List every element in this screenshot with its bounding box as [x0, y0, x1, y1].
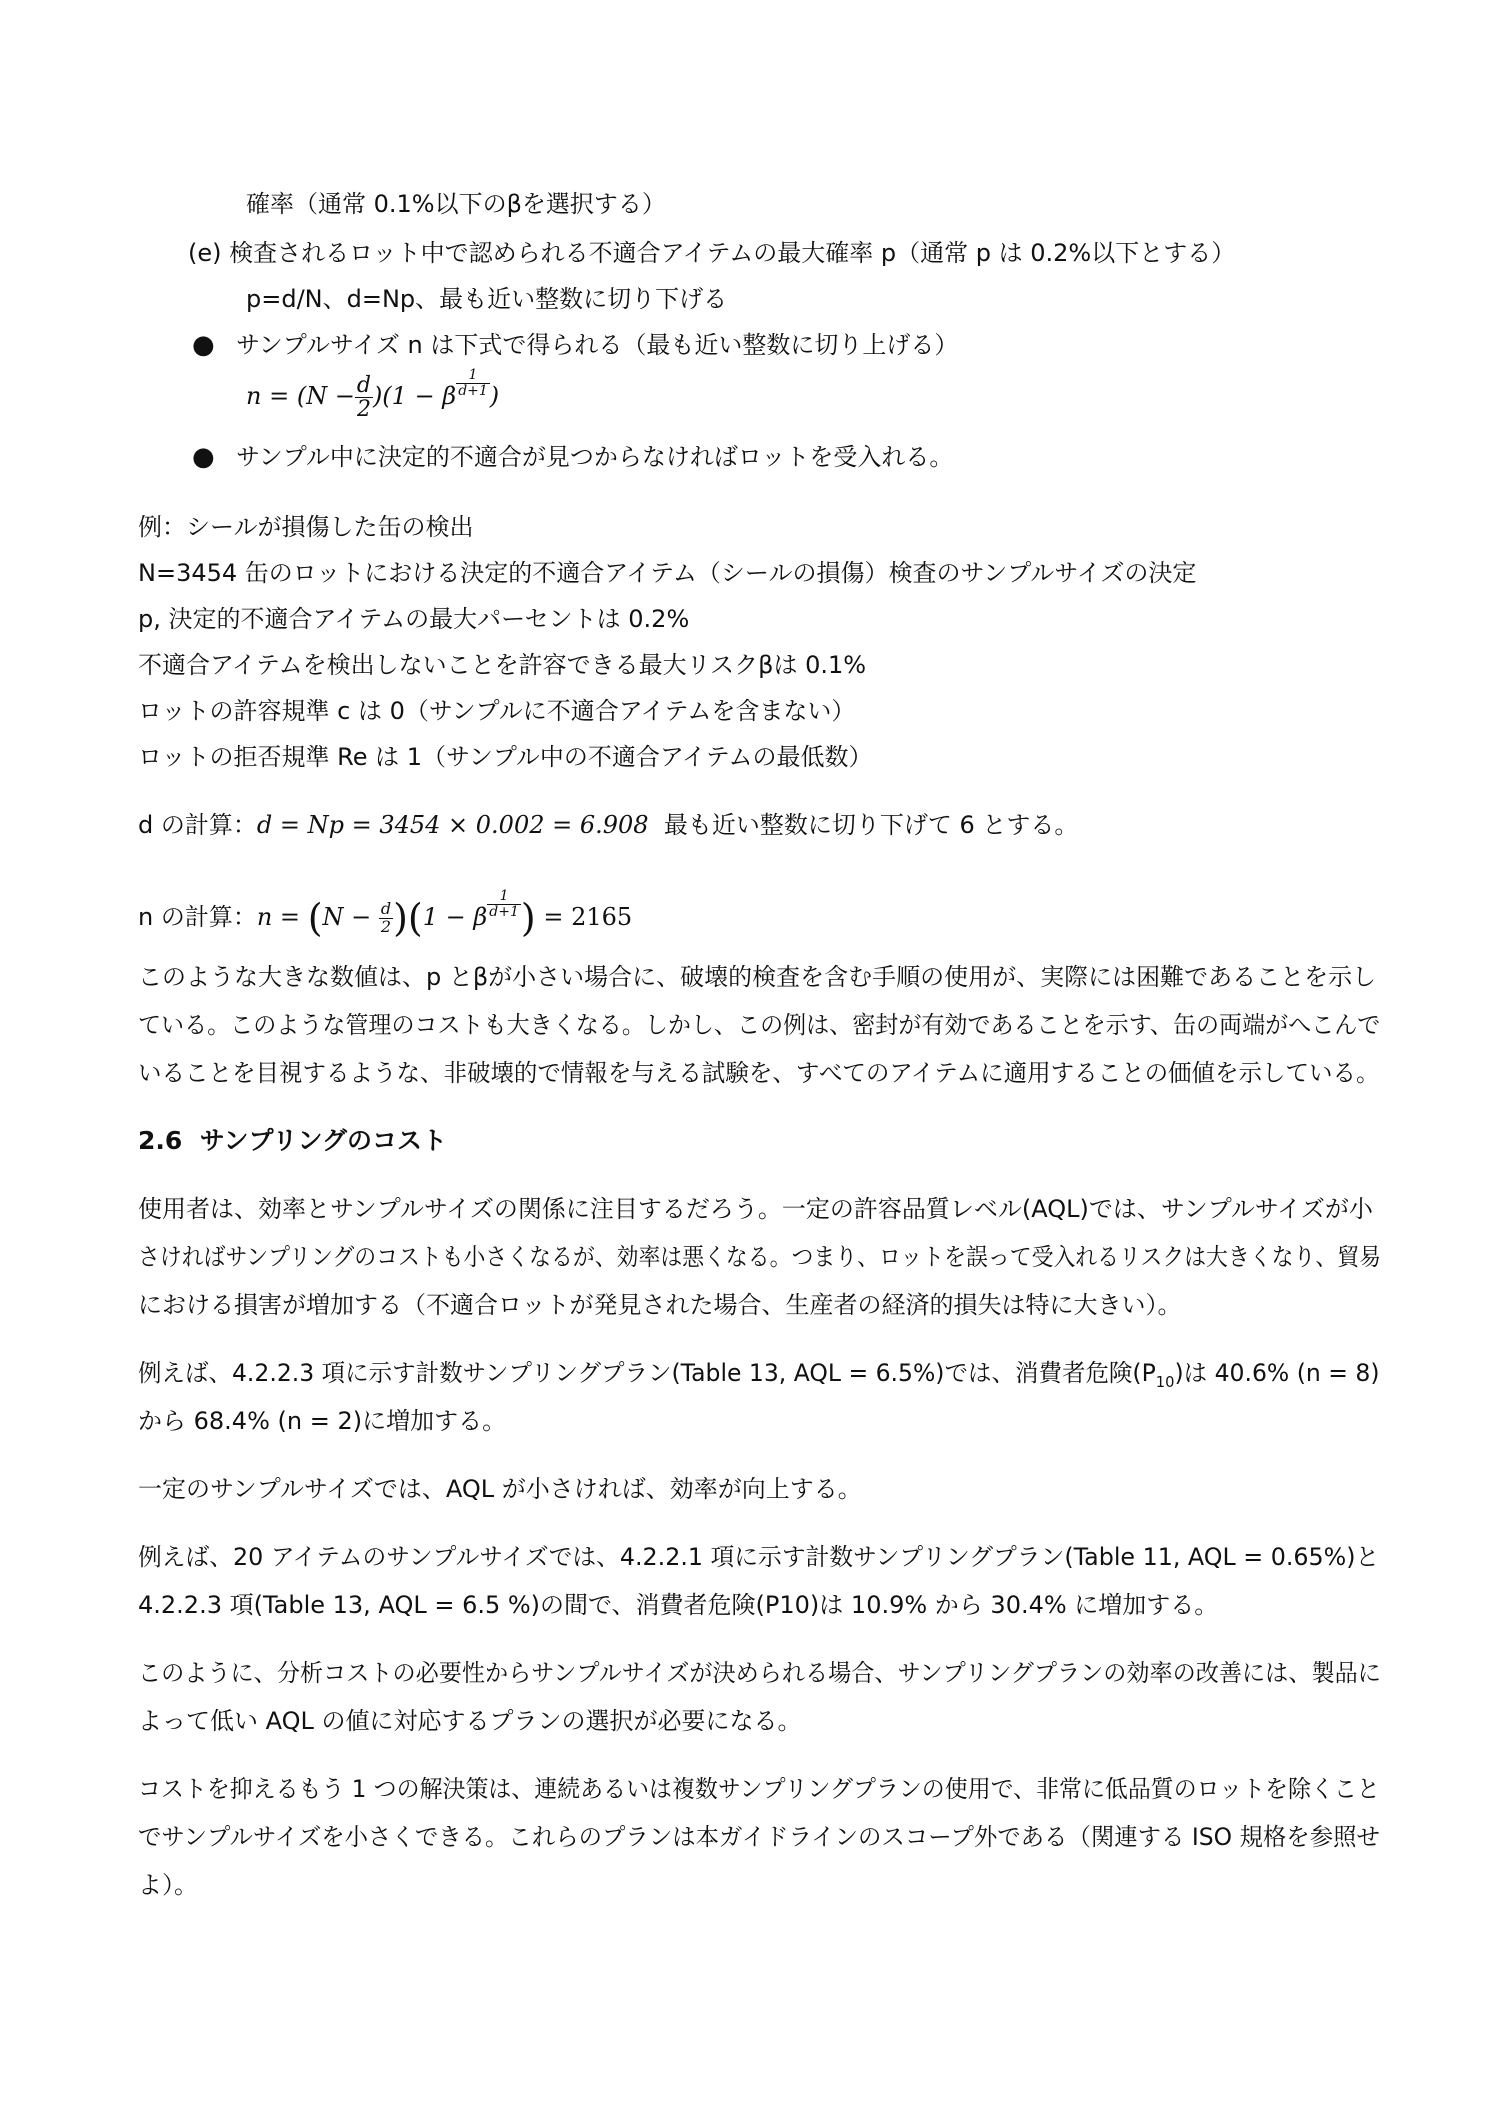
- formula-fraction: $\frac{d}{2}$: [356, 372, 371, 422]
- example-line: ロットの拒否規準 Re は 1（サンプル中の不適合アイテムの最低数）: [138, 743, 873, 771]
- paragraph-line: から 68.4% (n = 2)に増加する。: [138, 1407, 507, 1435]
- example-line: p, 決定的不適合アイテムの最大パーセントは 0.2%: [138, 605, 690, 633]
- paragraph-line: 一定のサンプルサイズでは、AQL が小さければ、効率が向上する。: [138, 1475, 862, 1503]
- paragraph-line: さければサンプリングのコストも小さくなるが、効率は悪くなる。つまり、ロットを誤って受入れるリスクは大きくなり、貿易: [138, 1243, 1381, 1271]
- n-calc-lhs: n =: [256, 903, 301, 931]
- list-item-e: (e) 検査されるロット中で認められる不適合アイテムの最大確率 p（通常 p は 0.2%以下とする）: [188, 239, 1236, 267]
- bullet-item-accept: サンプル中に決定的不適合が見つからなければロットを受入れる。: [236, 443, 954, 471]
- d-calculation: [138, 808, 1078, 842]
- list-continuation-text: 確率（通常 0.1%以下のβを選択する）: [246, 190, 666, 218]
- d-calc-note: 最も近い整数に切り下げて 6 とする。: [663, 811, 1079, 839]
- example-line: N=3454 缶のロットにおける決定的不適合アイテム（シールの損傷）検査のサンプルサイズの決定: [138, 559, 1197, 587]
- paragraph-line: ている。このような管理のコストも大きくなる。しかし、この例は、密封が有効であることを示す、缶の両端がへこんで: [138, 1011, 1381, 1039]
- example-title: 例：シールが損傷した缶の検出: [138, 513, 474, 541]
- d-calc-label: d の計算：: [138, 811, 257, 839]
- n-calc-formula: (N − $\frac{d}{2}$ )(1 − β $\frac{1}{d+1}$ ) = 2165: [307, 888, 633, 940]
- paragraph-line: でサンプルサイズを小さくできる。これらのプランは本ガイドラインのスコープ外である（関連する ISO 規格を参照せ: [138, 1823, 1380, 1851]
- formula-lhs: n = (N −: [246, 382, 355, 410]
- bullet-icon: ●: [192, 330, 215, 360]
- example-line: ロットの許容規準 c は 0（サンプルに不適合アイテムを含まない）: [138, 697, 856, 725]
- formula-mid: )(1 − β: [372, 382, 457, 410]
- section-heading: [138, 1124, 447, 1158]
- paragraph-line: 例えば、20 アイテムのサンプルサイズでは、4.2.2.1 項に示す計数サンプリングプラン(Table 11, AQL = 0.65%)と: [138, 1543, 1380, 1571]
- paragraph-line: よ）。: [138, 1871, 198, 1899]
- paragraph-line: このような大きな数値は、p とβが小さい場合に、破壊的検査を含む手順の使用が、実際には困難であることを示し: [138, 963, 1377, 991]
- subscript: 10: [1155, 1372, 1175, 1391]
- section-number: 2.6: [138, 1126, 183, 1155]
- d-calc-formula: d = Np = 3454 × 0.002 = 6.908: [256, 811, 649, 839]
- paragraph-line: コストを抑えるもう 1 つの解決策は、連続あるいは複数サンプリングプランの使用で、非常に低品質のロットを除くこと: [138, 1775, 1380, 1803]
- paragraph-line: 例えば、4.2.2.3 項に示す計数サンプリングプラン(Table 13, AQL = 6.5%)では、消費者危険$(P_{10})$は 40.6% (n = 8): [138, 1359, 1380, 1391]
- list-item-e-note: p=d/N、d=Np、最も近い整数に切り下げる: [246, 285, 728, 313]
- paragraph-line: における損害が増加する（不適合ロットが発見された場合、生産者の経済的損失は特に大きい）。: [138, 1291, 1182, 1319]
- formula-end: ): [489, 382, 500, 410]
- bullet-item-sample-size: サンプルサイズ n は下式で得られる（最も近い整数に切り上げる）: [236, 331, 959, 359]
- paragraph-line: よって低い AQL の値に対応するプランの選択が必要になる。: [138, 1707, 802, 1735]
- formula-exponent: $\frac{1}{d+1}$: [458, 367, 488, 399]
- bullet-icon: ●: [192, 442, 215, 472]
- n-calc-label: n の計算：: [138, 903, 257, 931]
- example-line: 不適合アイテムを検出しないことを許容できる最大リスクβは 0.1%: [138, 651, 867, 679]
- section-title: サンプリングのコスト: [199, 1126, 447, 1155]
- paragraph-line: いることを目視するような、非破壊的で情報を与える試験を、すべてのアイテムに適用することの価値を示している。: [138, 1059, 1380, 1087]
- paragraph-line: 4.2.2.3 項(Table 13, AQL = 6.5 %)の間で、消費者危険(P10)は 10.9% から 30.4% に増加する。: [138, 1591, 1219, 1619]
- formula-sample-size: [246, 368, 499, 421]
- paragraph-line: このように、分析コストの必要性からサンプルサイズが決められる場合、サンプリングプランの効率の改善には、製品に: [138, 1659, 1381, 1687]
- n-calculation: [138, 878, 632, 943]
- paragraph-line: 使用者は、効率とサンプルサイズの関係に注目するだろう。一定の許容品質レベル(AQL)では、サンプルサイズが小: [138, 1195, 1373, 1223]
